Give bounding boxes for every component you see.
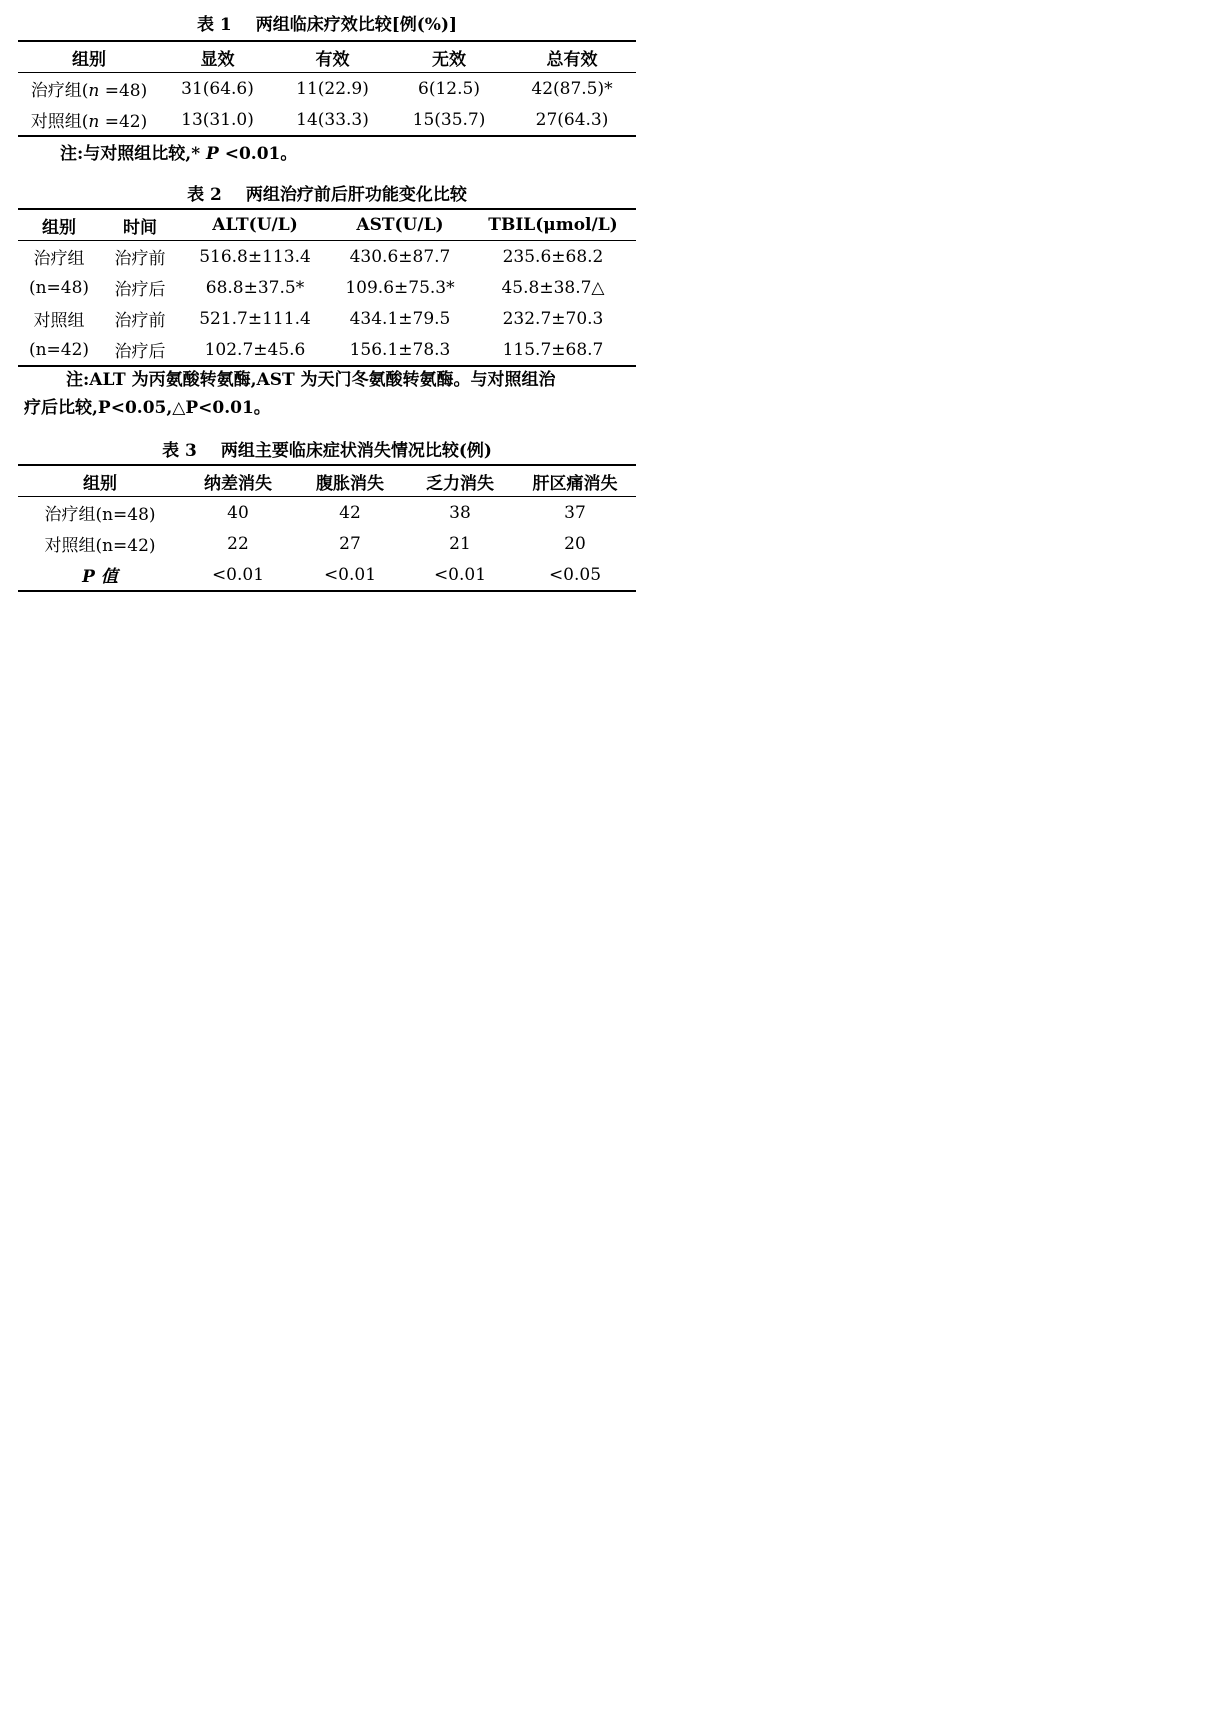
table1-row2-cell: 13(31.0) (181, 109, 254, 130)
table3-caption-num: 表 3 (162, 441, 197, 461)
table3-row-group: 对照组(n=42) (44, 536, 156, 556)
table2-row-cell: 430.6±87.7 (349, 246, 451, 267)
table2-note-line2: 疗后比较,P<0.05,△P<0.01。 (24, 398, 271, 418)
table1-header-marked: 显效 (200, 49, 235, 70)
table2-row-cell: 516.8±113.4 (199, 246, 311, 267)
table1-caption (18, 14, 636, 36)
table2-row-cell: 232.7±70.3 (502, 308, 604, 329)
table2-row-cell: 156.1±78.3 (349, 339, 451, 360)
table-row (18, 241, 636, 273)
table1-row2-group: 对照组(n =42) (30, 112, 148, 132)
table2-row-time: 治疗前 (114, 249, 166, 269)
table3 (18, 464, 636, 592)
table2-caption-num: 表 2 (187, 185, 222, 205)
table3-header-bloating: 腹胀消失 (316, 473, 384, 494)
table-row (18, 73, 636, 105)
table3-row-group: P 值 (82, 567, 118, 587)
table2-header-time: 时间 (123, 217, 157, 238)
table3-row-cell: 37 (564, 502, 586, 523)
table2-header-group: 组别 (42, 217, 76, 238)
table2-row-cell: 235.6±68.2 (502, 246, 604, 267)
table2-row-cell: 521.7±111.4 (199, 308, 311, 329)
table2-header-row (18, 209, 636, 241)
table3-row-cell: 38 (449, 502, 471, 523)
table3-row-cell: 40 (227, 502, 249, 523)
table1 (18, 40, 636, 137)
table3-caption (18, 440, 636, 462)
table1-row2-cell: 14(33.3) (296, 109, 369, 130)
table3-header-fatigue: 乏力消失 (426, 473, 494, 494)
table2-row-time: 治疗前 (114, 311, 166, 331)
table1-header-ineffective: 无效 (432, 49, 466, 70)
table3-header-group: 组别 (83, 473, 117, 494)
table-row (18, 497, 636, 529)
table1-row1-cell: 11(22.9) (296, 78, 369, 99)
table2-caption (18, 184, 636, 206)
table2-row-cell: 434.1±79.5 (349, 308, 451, 329)
table2-row-cell: 68.8±37.5* (205, 277, 305, 298)
table-row (18, 104, 636, 136)
table1-header-total: 总有效 (546, 49, 598, 70)
table1-row2-cell: 15(35.7) (412, 109, 486, 130)
table1-header-effective: 有效 (315, 49, 350, 70)
table2-header-ast: AST(U/L) (356, 215, 444, 235)
table2-row-time: 治疗后 (114, 280, 166, 300)
table2-row-cell: 45.8±38.7△ (501, 277, 605, 298)
table-row (18, 334, 636, 366)
table2-note-line1: 注:ALT 为丙氨酸转氨酶,AST 为天门冬氨酸转氨酶。与对照组治 (66, 370, 556, 390)
table1-row1-group: 治疗组(n =48) (30, 81, 148, 101)
table2-row-group: 对照组 (33, 311, 85, 331)
table1-note: 注:与对照组比较,* P <0.01。 (60, 144, 298, 164)
table1-header-row (18, 41, 636, 73)
table3-row-cell: 42 (339, 502, 361, 523)
table2-row-cell: 115.7±68.7 (502, 339, 604, 360)
table2-header-tbil: TBIL(μmol/L) (488, 215, 618, 235)
table1-row1-cell: 31(64.6) (181, 78, 254, 99)
table1-row1-cell: 42(87.5)* (531, 78, 613, 99)
table2-header-alt: ALT(U/L) (212, 215, 298, 235)
table3-caption-title: 两组主要临床症状消失情况比较(例) (220, 441, 492, 461)
table-row (18, 559, 636, 591)
table1-row2-cell: 27(64.3) (535, 109, 609, 130)
table1-row1-cell: 6(12.5) (418, 78, 480, 99)
table2-row-time: 治疗后 (114, 342, 166, 362)
table3-row-cell: 21 (449, 533, 471, 554)
table3-row-cell: <0.05 (548, 564, 602, 585)
table1-header-group: 组别 (72, 49, 106, 70)
table2-row-group: 治疗组 (33, 249, 85, 269)
table2-caption-title: 两组治疗前后肝功能变化比较 (245, 185, 467, 205)
table3-row-cell: 20 (564, 533, 586, 554)
table-row (18, 272, 636, 303)
table3-row-cell: <0.01 (323, 564, 377, 585)
table2-row-group: (n=48) (28, 277, 90, 298)
table3-row-cell: <0.01 (211, 564, 265, 585)
table3-row-group: 治疗组(n=48) (44, 505, 156, 525)
table-row (18, 303, 636, 334)
table1-caption-num: 表 1 (196, 15, 232, 35)
table2-row-group: (n=42) (28, 339, 90, 360)
table1-caption-title: 两组临床疗效比较[例(%)] (255, 15, 458, 35)
table3-row-cell: <0.01 (433, 564, 487, 585)
table3-row-cell: 27 (339, 533, 361, 554)
table3-header-row (18, 465, 636, 497)
table3-header-liver-pain: 肝区痛消失 (532, 473, 618, 494)
table2 (18, 208, 636, 367)
table3-row-cell: 22 (227, 533, 249, 554)
table2-row-cell: 109.6±75.3* (345, 277, 455, 298)
table2-row-cell: 102.7±45.6 (204, 339, 306, 360)
table-row (18, 528, 636, 559)
table3-header-appetite: 纳差消失 (204, 473, 272, 494)
